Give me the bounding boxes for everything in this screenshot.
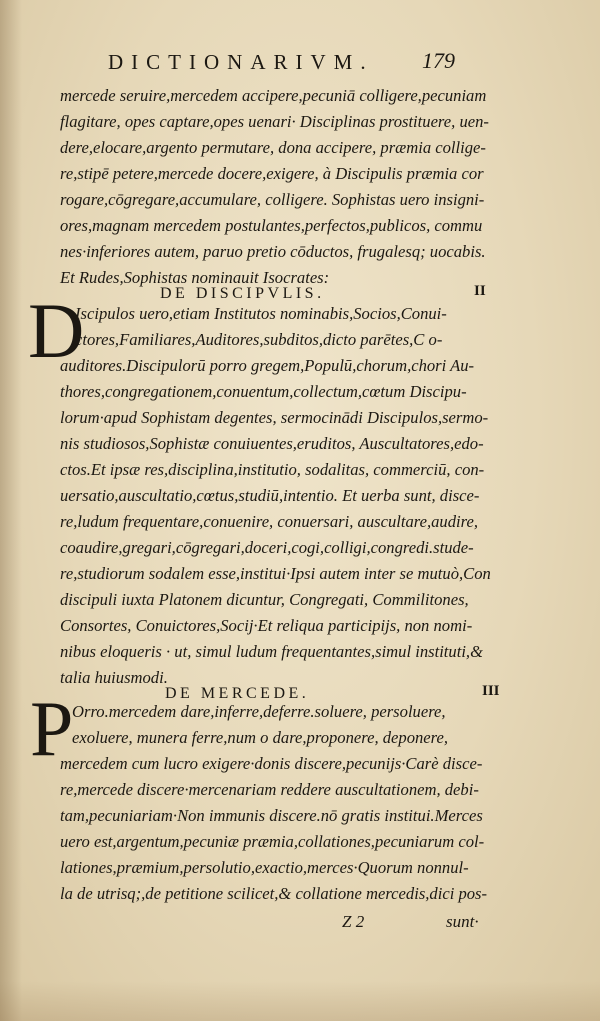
text-line: la de utrisq;,de petitione scilicet,& collatione mercedis,dici pos- bbox=[60, 884, 488, 903]
section-heading: DE MERCEDE. bbox=[165, 685, 310, 702]
text-line: discipuli iuxta Platonem dicuntur, Congregati, Commilitones, bbox=[60, 590, 469, 609]
section-heading: DE DISCIPVLIS. bbox=[160, 285, 325, 302]
text-line: thores,congregationem,conuentum,collectum,cœtum Discipu- bbox=[60, 382, 467, 401]
text-line: ctores,Familiares,Auditores,subditos,dicto parētes,C o- bbox=[75, 330, 443, 349]
text-line: nis studiosos,Sophistæ conuiuentes,eruditos, Auscultatores,edo- bbox=[60, 434, 484, 453]
text-line: re,mercede discere·mercenariam reddere auscultationem, debi- bbox=[60, 780, 479, 799]
catchword: sunt· bbox=[446, 912, 479, 931]
text-line: uersatio,auscultatio,cœtus,studiū,intentio. Et uerba sunt, disce- bbox=[60, 486, 480, 505]
text-line: coaudire,gregari,cōgregari,doceri,cogi,colligi,congredi.stude- bbox=[60, 538, 474, 557]
text-line: ores,magnam mercedem postulantes,perfectos,publicos, commu bbox=[60, 216, 483, 235]
page-bottom-shadow bbox=[0, 981, 600, 1021]
text-line: auditores.Discipulorū porro gregem,Populū,chorum,chori Au- bbox=[60, 356, 475, 375]
text-line: uero est,argentum,pecuniæ præmia,collationes,pecuniarum col- bbox=[60, 832, 485, 851]
text-line: mercede seruire,mercedem accipere,pecuniā colligere,pecuniam bbox=[60, 86, 487, 105]
page-number: 179 bbox=[422, 48, 455, 73]
section-number: II bbox=[474, 283, 486, 299]
text-line: Iscipulos uero,etiam Institutos nominabis,Socios,Conui- bbox=[75, 304, 447, 323]
text-line: dere,elocare,argento permutare, dona accipere, præmia collige- bbox=[60, 138, 486, 157]
text-line: mercedem cum lucro exigere·donis discere,pecunijs·Carè disce- bbox=[60, 754, 483, 773]
text-line: rogare,cōgregare,accumulare, colligere. Sophistas uero insigni- bbox=[60, 190, 485, 209]
signature-mark: Z 2 bbox=[342, 912, 365, 931]
text-line: nes·inferiores autem, paruo pretio cōductos, frugalesq; uocabis. bbox=[60, 242, 486, 261]
text-line: ctos.Et ipsæ res,disciplina,institutio, sodalitas, commerciū, con- bbox=[60, 460, 485, 479]
text-line: talia huiusmodi. bbox=[60, 668, 168, 687]
drop-cap: P bbox=[30, 685, 74, 772]
text-line: nibus eloqueris · ut, simul ludum frequentantes,simul instituti,& bbox=[60, 642, 483, 661]
text-line: exoluere, munera ferre,num o dare,proponere, deponere, bbox=[72, 728, 449, 747]
text-line: Consortes, Conuictores,Socij·Et reliqua participijs, non nomi- bbox=[60, 616, 473, 635]
text-line: tam,pecuniariam·Non immunis discere.nō gratis institui.Merces bbox=[60, 806, 483, 825]
page-gutter-shadow bbox=[0, 0, 22, 1021]
section-number: III bbox=[482, 683, 500, 699]
running-head: DICTIONARIVM. bbox=[108, 50, 374, 74]
text-line: flagitare, opes captare,opes uenari· Disciplinas prostituere, uen- bbox=[60, 112, 489, 131]
text-line: re,studiorum sodalem esse,institui·Ipsi autem inter se mutuò,Con bbox=[60, 564, 491, 583]
text-line: lationes,præmium,persolutio,exactio,merces·Quorum nonnul- bbox=[60, 858, 469, 877]
text-line: re,stipē petere,mercede docere,exigere, à Discipulis præmia cor bbox=[60, 164, 484, 183]
text-line: Et Rudes,Sophistas nominauit Isocrates: bbox=[60, 268, 330, 287]
text-line: re,ludum frequentare,conuenire, conuersari, auscultare,audire, bbox=[60, 512, 478, 531]
text-line: Orro.mercedem dare,inferre,deferre.soluere, persoluere, bbox=[72, 702, 446, 721]
text-line: lorum·apud Sophistam degentes, sermocinādi Discipulos,sermo- bbox=[60, 408, 489, 427]
drop-cap: D bbox=[28, 287, 85, 374]
